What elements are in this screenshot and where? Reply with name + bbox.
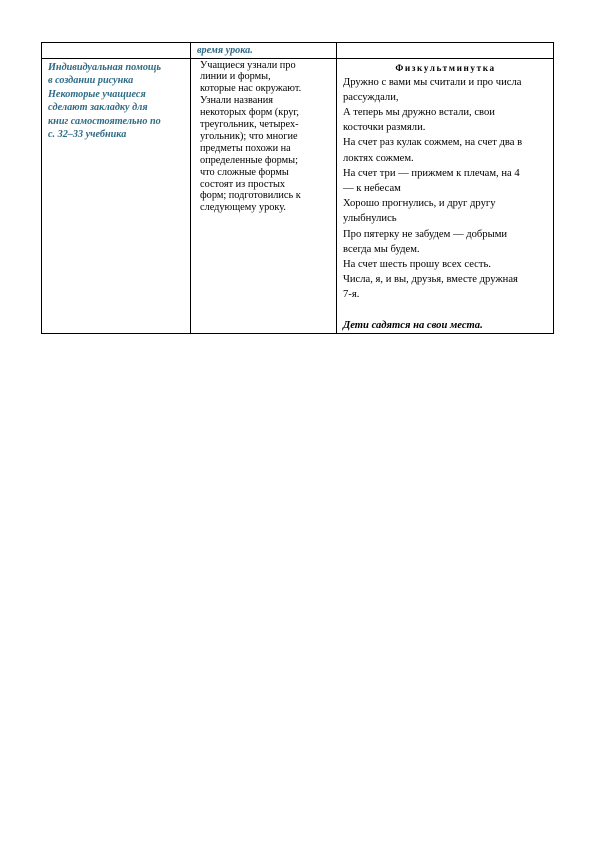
lesson-summary-text — [191, 59, 336, 215]
top-cell-right — [337, 43, 554, 59]
poem-line: Дружно с вами мы считали и про числа — [343, 76, 522, 88]
summary-cell — [191, 58, 337, 333]
table-row-main — [42, 58, 554, 333]
text-line: сделают закладку для — [48, 102, 148, 113]
text-line: форм; подготовились к — [200, 190, 301, 202]
closing-instruction: Дети садятся на свои места. — [343, 319, 483, 331]
poem-line: А теперь мы дружно встали, свои — [343, 106, 495, 118]
poem-line: — к небесам — [343, 182, 401, 194]
poem-line: локтях сожмем. — [343, 152, 414, 164]
poem-line: косточки размяли. — [343, 122, 426, 134]
text-line: угольник); что многие — [200, 130, 298, 142]
text-line: Учащиеся узнали про — [200, 59, 296, 71]
text-line: следующему уроку. — [200, 202, 286, 214]
poem-line: Хорошо прогнулись, и друг другу — [343, 198, 496, 210]
text-line: книг самостоятельно по — [48, 115, 161, 127]
poem-line: 7-я. — [343, 289, 360, 301]
top-cell-left — [42, 43, 191, 59]
text-line: определенные формы; — [200, 154, 298, 166]
physical-exercise-content — [337, 59, 553, 333]
text-line: линии и формы, — [200, 71, 271, 83]
individual-help-text — [42, 59, 190, 142]
text-line: которые нас окружают. — [200, 83, 302, 95]
text-line: некоторых форм (круг, — [200, 107, 300, 119]
poem-line: рассуждали, — [343, 91, 399, 103]
text-line: состоят из простых — [200, 178, 286, 190]
poem-line: улыбнулись — [343, 213, 397, 225]
poem-line: На счет раз кулак сожмем, на счет два в — [343, 137, 523, 149]
individual-help-cell — [42, 58, 191, 333]
text-line: Индивидуальная помощь — [48, 61, 162, 73]
poem-line: всегда мы будем. — [343, 243, 420, 255]
table-row-top — [42, 43, 554, 59]
physical-exercise-cell — [337, 58, 554, 333]
text-line: Узнали названия — [200, 95, 274, 107]
text-line: Некоторые учащиеся — [48, 88, 146, 100]
poem-line: На счет шесть прошу всех сесть. — [343, 258, 491, 270]
top-cell-middle — [191, 43, 337, 59]
poem-line: Про пятерку не забудем — добрыми — [343, 228, 508, 240]
lesson-time-note: время урока. — [197, 45, 253, 56]
physical-exercise-heading: Физкультминутка — [395, 62, 496, 73]
text-line: с. 32–33 учебника — [48, 129, 127, 140]
lesson-plan-table — [41, 42, 554, 334]
text-line: предметы похожи на — [200, 142, 291, 154]
spacer — [343, 303, 548, 318]
poem-line: Числа, я, и вы, друзья, вместе дружная — [343, 274, 518, 286]
text-line: в создании рисунка — [48, 75, 134, 86]
poem-line: На счет три — прижмем к плечам, на 4 — [343, 167, 520, 179]
text-line: что сложные формы — [200, 166, 289, 178]
text-line: треугольник, четырех- — [200, 119, 299, 131]
